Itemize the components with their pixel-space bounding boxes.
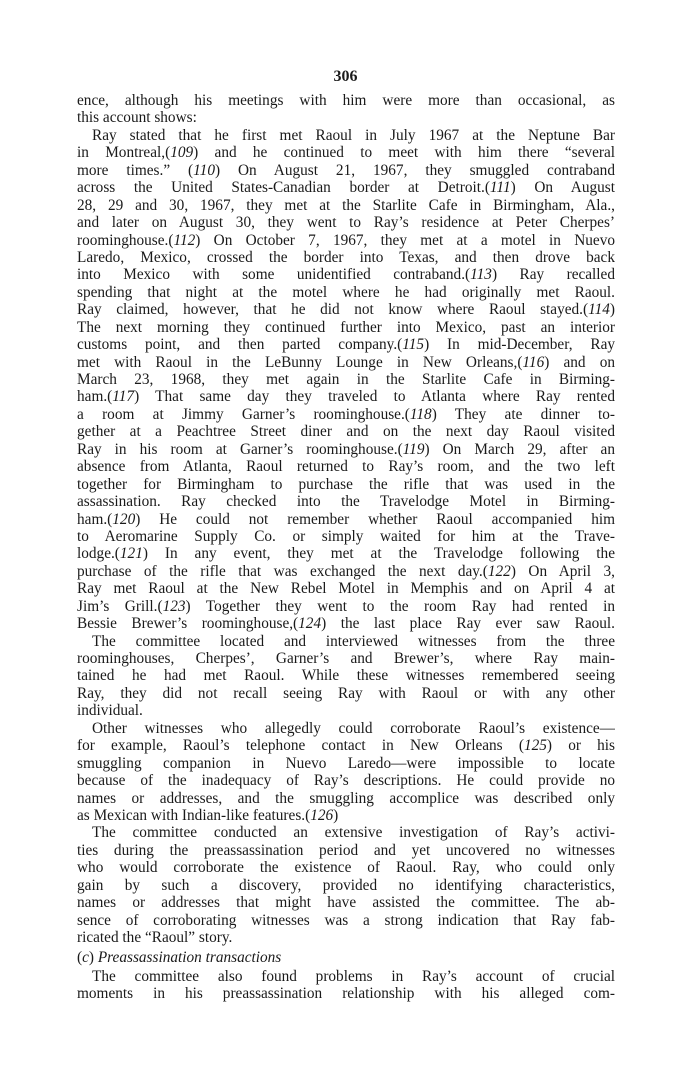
text-line: Laredo, Mexico, crossed the border into Texas, and then drove back [77,248,615,266]
text-line: roominghouse.(112) On October 7, 1967, they met at a motel in Nuevo [77,231,615,249]
text-line: Other witnesses who allegedly could corroborate Raoul’s existence— [92,719,615,737]
text-line: met with Raoul in the LeBunny Lounge in New Orleans,(116) and on [77,353,615,371]
text-line: sence of corroborating witnesses was a strong indication that Ray fab- [77,911,615,929]
text-line: for example, Raoul’s telephone contact in New Orleans (125) or his [77,737,615,755]
text-line: The next morning they continued further into Mexico, past an interior [77,318,615,336]
text-line: Ray stated that he first met Raoul in July 1967 at the Neptune Bar [92,126,615,144]
text-line: Bessie Brewer’s roominghouse,(124) the last place Ray ever saw Raoul. [77,615,615,633]
text-line: The committee also found problems in Ray’s account of crucial [92,967,615,985]
text-line: ence, although his meetings with him were more than occasional, as [77,92,615,109]
text-line: Ray, they did not recall seeing Ray with Raoul or with any other [77,684,615,702]
text-line: Ray claimed, however, that he did not know where Raoul stayed.(114) [77,301,615,319]
text-line: names or addresses, and the smuggling accomplice was described only [77,789,615,807]
text-line: lodge.(121) In any event, they met at the Travelodge following the [77,545,615,563]
text-line: together for Birmingham to purchase the rifle that was used in the [77,475,615,493]
text-line: who would corroborate the existence of Raoul. Ray, who could only [77,859,615,877]
text-line: into Mexico with some unidentified contraband.(113) Ray recalled [77,266,615,284]
text-line: individual. [77,702,143,720]
text-line: to Aeromarine Supply Co. or simply waited for him at the Trave- [77,527,615,545]
text-line: smuggling companion in Nuevo Laredo—were impossible to locate [77,754,615,772]
text-line: and later on August 30, they went to Ray’s residence at Peter Cherpes’ [77,214,615,232]
text-line: in Montreal,(109) and he continued to meet with him there “several [77,144,615,162]
text-line: spending that night at the motel where he had originally met Raoul. [77,283,615,301]
page-number: 306 [333,68,358,85]
text-line: a room at Jimmy Garner’s roominghouse.(118) They ate dinner to- [77,405,615,423]
text-line: ham.(117) That same day they traveled to Atlanta where Ray rented [77,388,615,406]
text-line: Jim’s Grill.(123) Together they went to the room Ray had rented in [77,597,615,615]
text-line: ricated the “Raoul” story. [77,929,233,946]
text-line: ties during the preassassination period and yet uncovered no witnesses [77,841,615,859]
text-line: The committee located and interviewed witnesses from the three [92,632,615,650]
text-line: purchase of the rifle that was exchanged the next day.(122) On April 3, [77,562,615,580]
section-heading: (c) Preassassination transactions [77,949,282,967]
text-line: customs point, and then parted company.(115) In mid-December, Ray [77,336,615,354]
text-line: gether at a Peachtree Street diner and on the next day Raoul visited [77,423,615,441]
text-line: tained he had met Raoul. While these witnesses remembered seeing [77,667,615,685]
text-line: names or addresses that might have assisted the committee. The ab- [77,894,615,912]
text-line: gain by such a discovery, provided no identifying characteristics, [77,876,615,894]
text-line: March 23, 1968, they met again in the Starlite Cafe in Birming- [77,371,615,388]
text-line: absence from Atlanta, Raoul returned to Ray’s room, and the two left [77,458,615,476]
text-line: The committee conducted an extensive investigation of Ray’s activi- [92,824,615,842]
text-line: roominghouses, Cherpes’, Garner’s and Brewer’s, where Ray main- [77,650,615,667]
text-line: across the United States-Canadian border at Detroit.(111) On August [77,179,615,197]
text-line: because of the inadequacy of Ray’s descriptions. He could provide no [77,772,615,790]
body-text [77,92,615,1003]
text-line: more times.” (110) On August 21, 1967, they smuggled contraband [77,161,615,179]
text-line: ham.(120) He could not remember whether Raoul accompanied him [77,510,615,528]
text-line: moments in his preassassination relationship with his alleged com- [77,985,615,1003]
text-line: 28, 29 and 30, 1967, they met at the Starlite Cafe in Birmingham, Ala., [77,196,615,214]
text-line: Ray in his room at Garner’s roominghouse.(119) On March 29, after an [77,440,615,458]
text-line: Ray met Raoul at the New Rebel Motel in Memphis and on April 4 at [77,580,615,598]
text-line: as Mexican with Indian-like features.(126) [77,806,339,824]
text-line: assassination. Ray checked into the Travelodge Motel in Birming- [77,493,615,511]
text-line: this account shows: [77,109,197,127]
